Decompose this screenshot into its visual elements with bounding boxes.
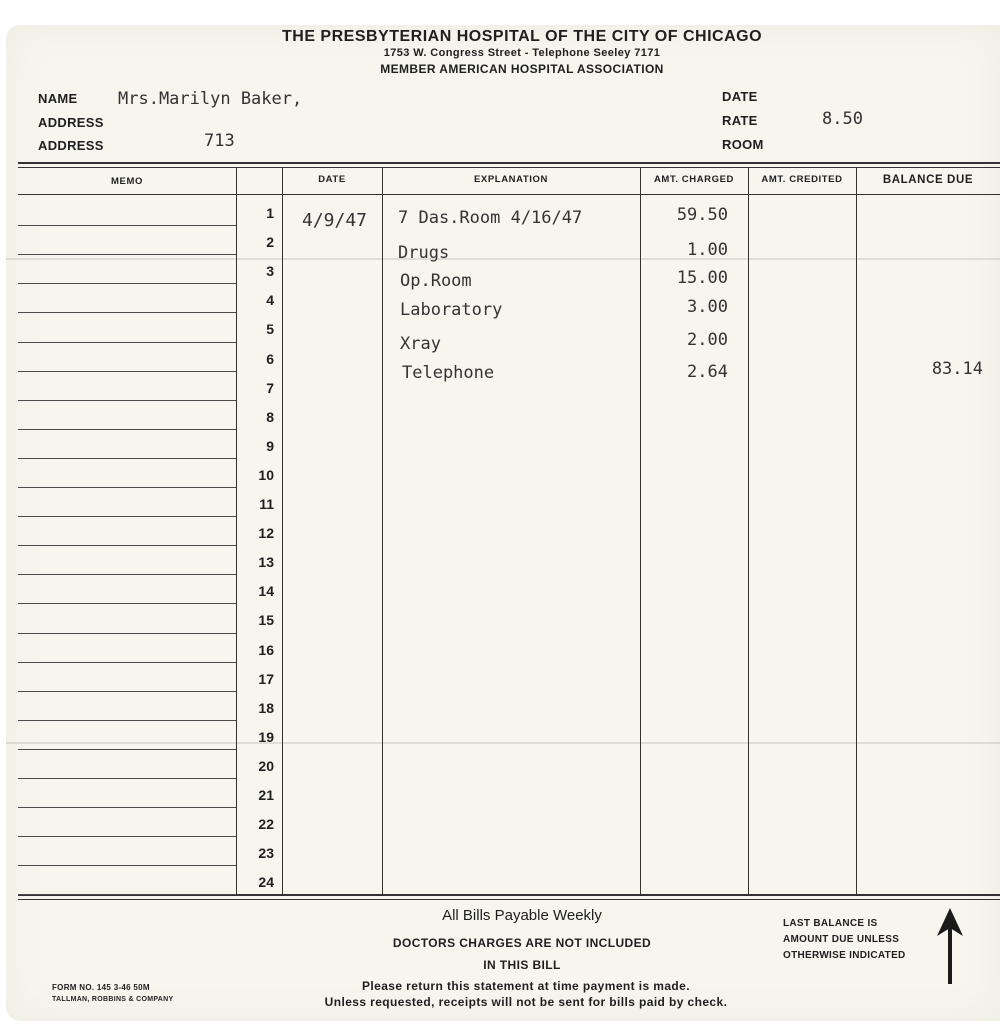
memo-line — [18, 865, 236, 866]
last-balance-line: AMOUNT DUE UNLESS — [783, 934, 900, 945]
row-number: 14 — [258, 583, 274, 599]
date-column-header: DATE — [318, 174, 346, 185]
memo-line — [18, 894, 236, 895]
row-number: 15 — [258, 612, 274, 628]
receipts-notice: Unless requested, receipts will not be sent for bills paid by check. — [324, 995, 728, 1009]
memo-line — [18, 662, 236, 663]
memo-line — [18, 574, 236, 575]
row-number: 6 — [266, 351, 274, 367]
memo-line — [18, 545, 236, 546]
balance-column-header: BALANCE DUE — [882, 174, 974, 186]
name-label: NAME — [38, 91, 78, 106]
entry-amount: 1.00 — [687, 240, 728, 260]
credited-column-header: AMT. CREDITED — [761, 174, 843, 185]
memo-column-header: MEMO — [111, 176, 143, 187]
row-number: 19 — [258, 729, 274, 745]
payable-weekly-notice: All Bills Payable Weekly — [442, 907, 602, 924]
row-number: 8 — [266, 409, 274, 425]
last-balance-notice — [783, 916, 906, 964]
entry-amount: 2.00 — [687, 330, 728, 350]
table-top-border — [18, 167, 1000, 168]
rate-label: RATE — [722, 113, 758, 128]
entry-amount: 59.50 — [676, 205, 728, 225]
table-bottom-border — [18, 899, 1000, 900]
row-number: 20 — [258, 758, 274, 774]
column-divider — [282, 167, 283, 894]
entry-date: 4/9/47 — [302, 210, 368, 231]
room-label: ROOM — [722, 137, 764, 152]
memo-line — [18, 342, 236, 343]
row-number: 7 — [266, 380, 274, 396]
header-bottom-border — [18, 194, 1000, 195]
address-label: ADDRESS — [38, 138, 104, 153]
last-balance-line: LAST BALANCE IS — [783, 918, 878, 929]
rate-value: 8.50 — [822, 109, 863, 129]
doctors-charges-notice: IN THIS BILL — [483, 958, 561, 972]
row-number: 24 — [258, 874, 274, 890]
memo-line — [18, 371, 236, 372]
entry-explanation: Op.Room — [400, 271, 472, 291]
row-number: 9 — [266, 438, 274, 454]
row-number: 16 — [258, 642, 274, 658]
memo-line — [18, 836, 236, 837]
row-number: 3 — [266, 263, 274, 279]
row-number: 12 — [258, 525, 274, 541]
row-number: 5 — [266, 321, 274, 337]
memo-line — [18, 691, 236, 692]
row-number: 22 — [258, 816, 274, 832]
column-divider — [748, 167, 749, 894]
entry-explanation: Drugs — [398, 243, 450, 263]
entry-explanation: 7 Das.Room 4/16/47 — [398, 208, 583, 228]
row-number: 17 — [258, 671, 274, 687]
row-number: 1 — [266, 205, 274, 221]
memo-line — [18, 487, 236, 488]
hospital-name: THE PRESBYTERIAN HOSPITAL OF THE CITY OF CHICAGO — [281, 28, 763, 45]
row-number: 21 — [258, 787, 274, 803]
memo-line — [18, 720, 236, 721]
entry-amount: 3.00 — [687, 297, 728, 317]
memo-line — [18, 400, 236, 401]
row-number: 2 — [266, 234, 274, 250]
row-number: 23 — [258, 845, 274, 861]
memo-line — [18, 225, 236, 226]
memo-line — [18, 312, 236, 313]
entry-explanation: Telephone — [402, 363, 495, 383]
row-number: 13 — [258, 554, 274, 570]
last-balance-line: OTHERWISE INDICATED — [783, 950, 906, 961]
doctors-charges-notice: DOCTORS CHARGES ARE NOT INCLUDED — [392, 936, 652, 950]
paper-fold-line — [6, 258, 1000, 260]
entry-explanation: Laboratory — [400, 300, 503, 320]
table-top-border — [18, 162, 1000, 164]
address-label: ADDRESS — [38, 115, 104, 130]
memo-line — [18, 254, 236, 255]
column-divider — [856, 167, 857, 894]
memo-line — [18, 749, 236, 750]
memo-line — [18, 778, 236, 779]
row-number: 10 — [258, 467, 274, 483]
date-label: DATE — [722, 89, 758, 104]
hospital-address: 1753 W. Congress Street - Telephone Seeley 7171 — [383, 47, 661, 59]
address-value: 713 — [204, 131, 235, 151]
memo-line — [18, 807, 236, 808]
column-divider — [382, 167, 383, 894]
entry-explanation: Xray — [400, 334, 441, 354]
form-number: FORM NO. 145 3-46 50M — [52, 983, 150, 992]
entry-amount: 2.64 — [687, 362, 728, 382]
charged-column-header: AMT. CHARGED — [653, 174, 735, 185]
row-number: 18 — [258, 700, 274, 716]
memo-line — [18, 458, 236, 459]
memo-line — [18, 633, 236, 634]
association-line: MEMBER AMERICAN HOSPITAL ASSOCIATION — [380, 62, 664, 76]
memo-line — [18, 603, 236, 604]
row-number: 11 — [259, 496, 274, 512]
printer-credit: TALLMAN, ROBBINS & COMPANY — [52, 996, 174, 1003]
row-number: 4 — [266, 292, 274, 308]
balance-due-amount: 83.14 — [931, 359, 983, 379]
memo-line — [18, 429, 236, 430]
return-statement-notice: Please return this statement at time payment is made. — [362, 979, 690, 993]
entry-amount: 15.00 — [676, 268, 728, 288]
patient-name: Mrs.Marilyn Baker, — [118, 89, 303, 109]
paper-fold-line — [6, 742, 1000, 744]
memo-line — [18, 283, 236, 284]
explanation-column-header: EXPLANATION — [474, 174, 548, 185]
memo-line — [18, 516, 236, 517]
up-arrow-icon — [933, 906, 967, 986]
